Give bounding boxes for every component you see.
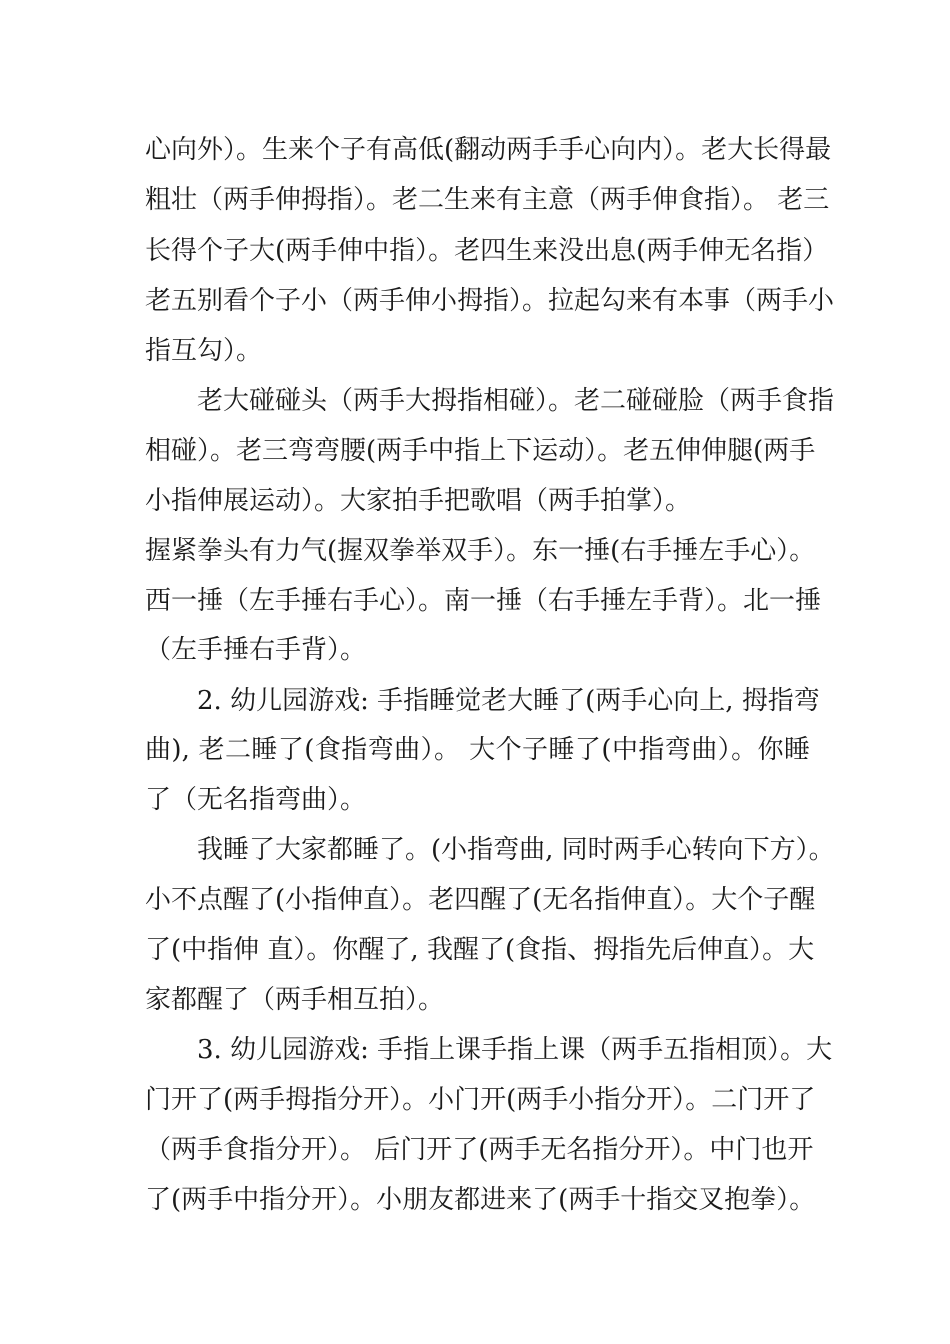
text-line: 小指伸展运动）。大家拍手把歌唱（两手拍掌）。 [145, 486, 692, 516]
text-line: （两手食指分开）。 后门开了(两手无名指分开）。中门也开 [145, 1135, 814, 1165]
text-line: 老大碰碰头（两手大拇指相碰）。老二碰碰脸（两手食指 [197, 386, 835, 416]
text-line: 了（无名指弯曲）。 [145, 785, 367, 815]
text-line: 握紧拳头有力气(握双拳举双手）。东一捶(右手捶左手心）。 [145, 536, 816, 566]
text-line: 粗壮（两手伸拇指）。老二生来有主意（两手伸食指）。 老三 [145, 185, 830, 215]
text-line: 小不点醒了(小指伸直）。老四醒了(无名指伸直）。大个子醒 [145, 885, 816, 915]
text-line: 了(中指伸 直）。你醒了, 我醒了(食指、拇指先后伸直）。大 [145, 935, 815, 965]
text-line: 相碰）。老三弯弯腰(两手中指上下运动）。老五伸伸腿(两手 [145, 436, 816, 466]
text-line: 我睡了大家都睡了。(小指弯曲, 同时两手心转向下方）。 [197, 835, 835, 865]
text-line: （左手捶右手背）。 [145, 635, 367, 665]
text-line: 曲), 老二睡了(食指弯曲）。 大个子睡了(中指弯曲）。你睡 [145, 735, 810, 765]
text-line: 老五别看个子小（两手伸小拇指）。拉起勾来有本事（两手小 [145, 286, 835, 316]
text-line: 家都醒了（两手相互拍）。 [145, 985, 445, 1015]
text-line: 指互勾）。 [145, 336, 263, 366]
text-line: 心向外）。生来个子有高低(翻动两手手心向内）。老大长得最 [145, 135, 832, 165]
text-line: 2. 幼儿园游戏: 手指睡觉老大睡了(两手心向上, 拇指弯 [197, 686, 820, 716]
text-line: 西一捶（左手捶右手心）。南一捶（右手捶左手背）。北一捶 [145, 586, 822, 616]
text-line: 长得个子大(两手伸中指）。老四生来没出息(两手伸无名指） [145, 236, 829, 266]
text-line: 3. 幼儿园游戏: 手指上课手指上课（两手五指相顶）。大 [197, 1035, 833, 1065]
text-line: 了(两手中指分开）。小朋友都进来了(两手十指交叉抱拳）。 [145, 1185, 816, 1215]
text-line: 门开了(两手拇指分开）。小门开(两手小指分开）。二门开了 [145, 1085, 816, 1115]
